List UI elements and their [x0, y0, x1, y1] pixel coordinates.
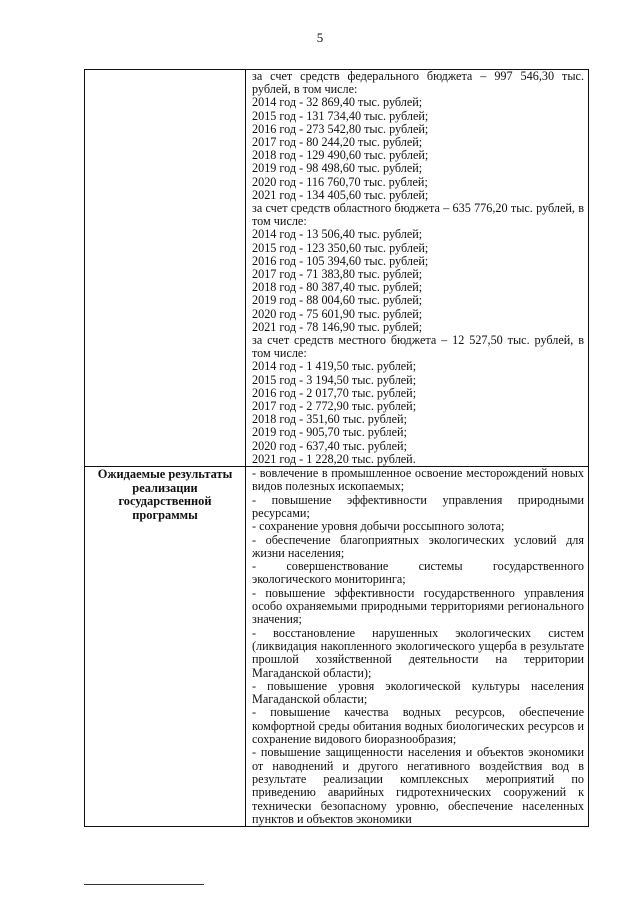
regional-year-line: 2021 год - 78 146,90 тыс. рублей;: [252, 319, 423, 334]
results-label-cell: [85, 467, 246, 827]
result-item: - повышение качества водных ресурсов, обеспечение комфортной среды обитания водных биологических ресурсов и сохранение видового биоразнообразия;: [252, 705, 584, 747]
regional-year-line: 2014 год - 13 506,40 тыс. рублей;: [252, 227, 423, 242]
local-year-line: 2020 год - 637,40 тыс. рублей;: [252, 438, 407, 453]
result-item: - повышение уровня экологической культуры населения Магаданской области;: [252, 678, 584, 707]
funding-text: [246, 70, 588, 466]
local-year-line: 2018 год - 351,60 тыс. рублей;: [252, 412, 407, 427]
regional-year-line: 2020 год - 75 601,90 тыс. рублей;: [252, 306, 423, 321]
results-list: [246, 467, 588, 826]
results-label: Ожидаемые результаты реализации государственной программы: [97, 467, 233, 522]
local-year-line: 2014 год - 1 419,50 тыс. рублей;: [252, 359, 417, 374]
result-item: - вовлечение в промышленное освоение месторождений новых видов полезных ископаемых;: [252, 466, 584, 494]
regional-budget-intro: за счет средств областного бюджета – 635 776,20 тыс. рублей, в том числе:: [252, 201, 584, 229]
local-year-line: 2017 год - 2 772,90 тыс. рублей;: [252, 399, 417, 414]
local-year-line: 2015 год - 3 194,50 тыс. рублей;: [252, 372, 417, 387]
regional-year-line: 2015 год - 123 350,60 тыс. рублей;: [252, 240, 429, 255]
federal-year-line: 2016 год - 273 542,80 тыс. рублей;: [252, 121, 429, 136]
local-year-line: 2019 год - 905,70 тыс. рублей;: [252, 425, 407, 440]
result-item: - совершенствование системы государственного экологического мониторинга;: [252, 559, 584, 587]
federal-year-line: 2015 год - 131 734,40 тыс. рублей;: [252, 108, 429, 123]
regional-year-line: 2016 год - 105 394,60 тыс. рублей;: [252, 253, 429, 268]
federal-budget-years: [252, 96, 584, 202]
local-year-line: 2016 год - 2 017,70 тыс. рублей;: [252, 385, 417, 400]
federal-budget-intro: за счет средств федерального бюджета – 997 546,30 тыс. рублей, в том числе:: [252, 69, 584, 97]
results-row: [85, 467, 589, 827]
result-item: - повышение эффективности управления природными ресурсами;: [252, 492, 584, 520]
funding-cell: [246, 70, 589, 467]
result-item: - повышение эффективности государственного управления особо охраняемыми природными территориями регионального значения;: [252, 585, 584, 627]
result-item: - обеспечение благоприятных экологических условий для жизни населения;: [252, 532, 584, 560]
federal-year-line: 2021 год - 134 405,60 тыс. рублей;: [252, 187, 429, 202]
federal-year-line: 2019 год - 98 498,60 тыс. рублей;: [252, 161, 423, 176]
federal-year-line: 2018 год - 129 490,60 тыс. рублей;: [252, 148, 429, 163]
local-budget-years: [252, 360, 584, 466]
result-item: - восстановление нарушенных экологических систем (ликвидация накопленного экологического ущерба в результате прошлой хозяйственной деятельности на территории Магаданской области);: [252, 625, 584, 680]
page-number: 5: [316, 30, 324, 45]
federal-year-line: 2020 год - 116 760,70 тыс. рублей;: [252, 174, 428, 189]
regional-year-line: 2018 год - 80 387,40 тыс. рублей;: [252, 280, 423, 295]
program-passport-table: [84, 69, 589, 827]
funding-row: [85, 70, 589, 467]
result-item: - сохранение уровня добычи россыпного золота;: [252, 519, 505, 534]
funding-label-cell: [85, 70, 246, 467]
result-item: - повышение защищенности населения и объектов экономики от наводнений и другого негативного воздействия вод в результате реализации комплексных мероприятий по приведению аварийных гидротехнических сооружений к технически безопасному уровню, обеспечение населенных пунктов и объектов экономики: [252, 745, 584, 826]
regional-budget-years: [252, 228, 584, 334]
federal-year-line: 2014 год - 32 869,40 тыс. рублей;: [252, 95, 423, 110]
federal-year-line: 2017 год - 80 244,20 тыс. рублей;: [252, 135, 423, 150]
local-budget-intro: за счет средств местного бюджета – 12 527,50 тыс. рублей, в том числе:: [252, 333, 584, 361]
footnote-separator: [84, 884, 204, 885]
regional-year-line: 2019 год - 88 004,60 тыс. рублей;: [252, 293, 423, 308]
local-year-line: 2021 год - 1 228,20 тыс. рублей.: [252, 451, 416, 466]
regional-year-line: 2017 год - 71 383,80 тыс. рублей;: [252, 267, 423, 282]
results-cell: [246, 467, 589, 827]
